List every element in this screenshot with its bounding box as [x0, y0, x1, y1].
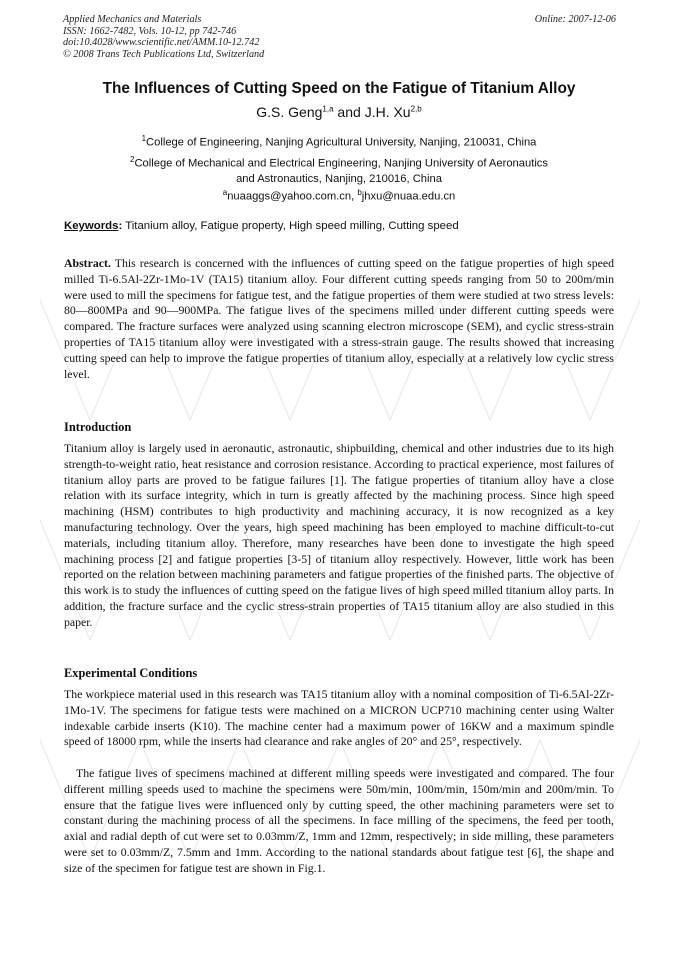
introduction-paragraph: Titanium alloy is largely used in aeronautic, astronautic, shipbuilding, chemical and other industries due to its high strength-to-weight ratio, heat resistance and corrosion resistance. According to practical experience, most failures of titanium alloy parts are proved to be fatigue failures [1]. The fatigue properties of titanium alloy have a close relation with its surface integrity, which in turn is greatly affected by the machining process. Since high speed machining (HSM) contributes to high productivity and machining accuracy, it is now recognized as a key manufacturing technology. Over the years, high speed machining has been employed to machine difficult-to-cut materials, including titanium alloy. Therefore, many researches have been done to investigate the high speed machining process [2] and fatigue properties [3-5] of titanium alloy respectively. However, little work has been reported on the relation between machining parameters and fatigue properties of the finished parts. The objective of this work is to study the influences of cutting speed on the fatigue lives of high speed milled titanium alloy parts. In addition, the fracture surface and the cyclic stress-strain properties of TA15 titanium alloy are also studied in this paper.: [64, 441, 614, 629]
journal-name: Applied Mechanics and Materials: [63, 14, 202, 25]
experimental-heading: Experimental Conditions: [64, 666, 198, 680]
journal-header: [63, 14, 264, 60]
author-2-name: J.H. Xu: [364, 104, 411, 120]
author-line: [0, 104, 678, 120]
keywords-label: Keywords: [64, 220, 119, 232]
experimental-paragraph-2: The fatigue lives of specimens machined at different milling speeds were investigated and compared. The four different milling speeds used to machine the specimens were 50m/min, 100m/min, 150m/min and 200m/min. To ensure that the fatigue lives were influenced only by cutting speed, the other machining parameters were set to constant during the machining process of all the specimens. In face milling of the specimens, the feed per tooth, axial and radial depth of cut were set to 0.03mm/Z, 1mm and 12mm, respectively; in side milling, these parameters were set to 0.03mm/Z, 7.5mm and 1mm. According to the national standards about fatigue test [6], the shape and size of the specimen for fatigue test are shown in Fig.1.: [64, 766, 614, 875]
affiliation-1-number: 1: [141, 134, 147, 143]
journal-doi: doi:10.4028/www.scientific.net/AMM.10-12.742: [63, 37, 260, 49]
keywords-colon: :: [118, 220, 123, 232]
author-1-name: G.S. Geng: [256, 104, 323, 120]
keywords-line: [64, 220, 459, 232]
experimental-paragraph-1: The workpiece material used in this research was TA15 titanium alloy with a nominal composition of Ti-6.5Al-2Zr-1Mo-1V. The specimens for fatigue tests were machined on a MICRON UCP710 machining center using Walter indexable carbide inserts (K10). The machine center had a maximum power of 16KW and a maximum spindle speed of 18000 rpm, while the inserts had clearance and rake angles of 20° and 25°, respectively.: [64, 687, 614, 749]
abstract-text: This research is concerned with the influences of cutting speed on the fatigue properties of high speed milled Ti-6.5Al-2Zr-1Mo-1V (TA15) titanium alloy. Four different cutting speeds ranging from 50 to 200m/min were used to mill the specimens for fatigue test, and the fatigue properties of them were studied at two stress levels: 80—800MPa and 90—900MPa. The fatigue lives of the specimens milled under different cutting speeds were compared. The fracture surfaces were analyzed using scanning electron microscope (SEM), and cyclic stress-strain properties of TA15 titanium alloy were investigated with a stress-strain gauge. The results showed that increasing cutting speed can help to improve the fatigue properties of titanium alloy, especially at a relatively low cyclic stress level.: [64, 256, 614, 381]
paper-title: The Influences of Cutting Speed on the Fatigue of Titanium Alloy: [102, 80, 576, 97]
author-conjunction: and: [333, 104, 365, 120]
email-a: nuaaggs@yahoo.com.cn,: [227, 190, 358, 203]
introduction-heading: Introduction: [64, 420, 132, 434]
email-b: jhxu@nuaa.edu.cn: [361, 190, 456, 203]
journal-copyright: © 2008 Trans Tech Publications Ltd, Switzerland: [63, 48, 265, 60]
online-date: Online: 2007-12-06: [534, 14, 616, 25]
affiliation-2: [0, 152, 678, 187]
email-a-marker: a: [222, 188, 228, 197]
affiliation-2-number: 2: [130, 155, 135, 164]
affiliation-1-text: College of Engineering, Nanjing Agricultural University, Nanjing, 210031, China: [146, 136, 537, 149]
abstract-label: Abstract.: [64, 256, 111, 270]
keywords-text: Titanium alloy, Fatigue property, High speed milling, Cutting speed: [122, 220, 459, 232]
affiliation-1: [0, 131, 678, 151]
affiliation-2-line-2: and Astronautics, Nanjing, 210016, China: [236, 172, 442, 185]
author-1-superscript: 1,a: [322, 104, 334, 114]
abstract-paragraph: [64, 256, 614, 382]
journal-issn: ISSN: 1662-7482, Vols. 10-12, pp 742-746: [63, 25, 237, 37]
author-2-superscript: 2,b: [410, 104, 422, 114]
affiliation-2-line-1: College of Mechanical and Electrical Engineering, Nanjing University of Aeronautics: [134, 157, 548, 170]
email-b-marker: b: [357, 188, 362, 197]
author-emails: [0, 185, 678, 205]
